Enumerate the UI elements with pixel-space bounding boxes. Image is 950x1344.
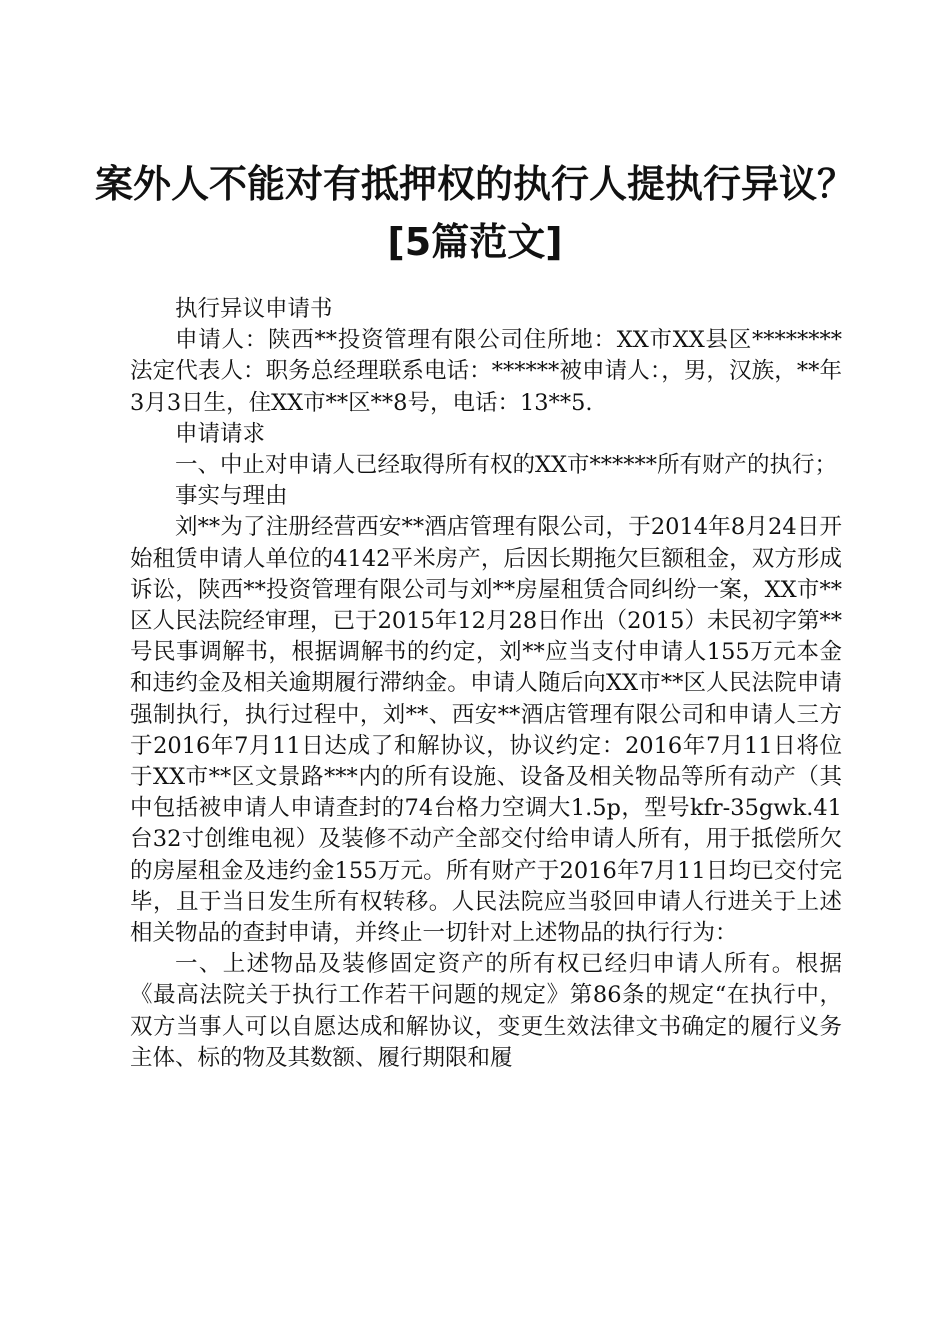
paragraph-parties: 申请人：陕西**投资管理有限公司住所地：XX市XX县区********法定代表人：职务总经理联系电话：******被申请人：，男，汉族，**年3月3日生，住XX市**区**8号，电话：13**5. (130, 327, 842, 416)
paragraph-heading-facts: 事实与理由 (175, 483, 288, 510)
paragraph-facts: 刘**为了注册经营西安**酒店管理有限公司，于2014年8月24日开始租赁申请人单位的4142平米房产，后因长期拖欠巨额租金，双方形成诉讼，陕西**投资管理有限公司与刘**房屋租赁合同纠纷一案，XX市**区人民法院经审理，已于2015年12月28日作出（2015）未民初字第**号民事调解书，根据调解书的约定，刘**应当支付申请人155万元本金和违约金及相关逾期履行滞纳金。申请人随后向XX市**区人民法院申请强制执行，执行过程中，刘**、西安**酒店管理有限公司和申请人三方于2016年7月11日达成了和解协议，协议约定：2016年7月11日将位于XX市**区文景路***内的所有设施、设备及相关物品等所有动产（其中包括被申请人申请查封的74台格力空调大1.5p，型号kfr-35gwk.41台32寸创维电视）及装修不动产全部交付给申请人所有，用于抵偿所欠的房屋租金及违约金155万元。所有财产于2016年7月11日均已交付完毕，且于当日发生所有权转移。人民法院应当驳回申请人行进关于上述相关物品的查封申请，并终止一切针对上述物品的执行行为： (130, 514, 842, 947)
document-title-line-1: 案外人不能对有抵押权的执行人提执行异议？ (94, 162, 855, 206)
document-body (130, 294, 842, 1074)
paragraph-heading-application: 执行异议申请书 (175, 296, 333, 322)
paragraph-reason-1: 一、上述物品及装修固定资产的所有权已经归申请人所有。根据《最高法院关于执行工作若干问题的规定》第86条的规定“在执行中，双方当事人可以自愿达成和解协议，变更生效法律文书确定的履行义务主体、标的物及其数额、履行期限和履 (130, 951, 842, 1071)
document-title-line-2: [5篇范文] (387, 220, 563, 264)
paragraph-request-1: 一、中止对申请人已经取得所有权的XX市******所有财产的执行； (175, 452, 838, 479)
paragraph-heading-requests: 申请请求 (175, 420, 266, 447)
